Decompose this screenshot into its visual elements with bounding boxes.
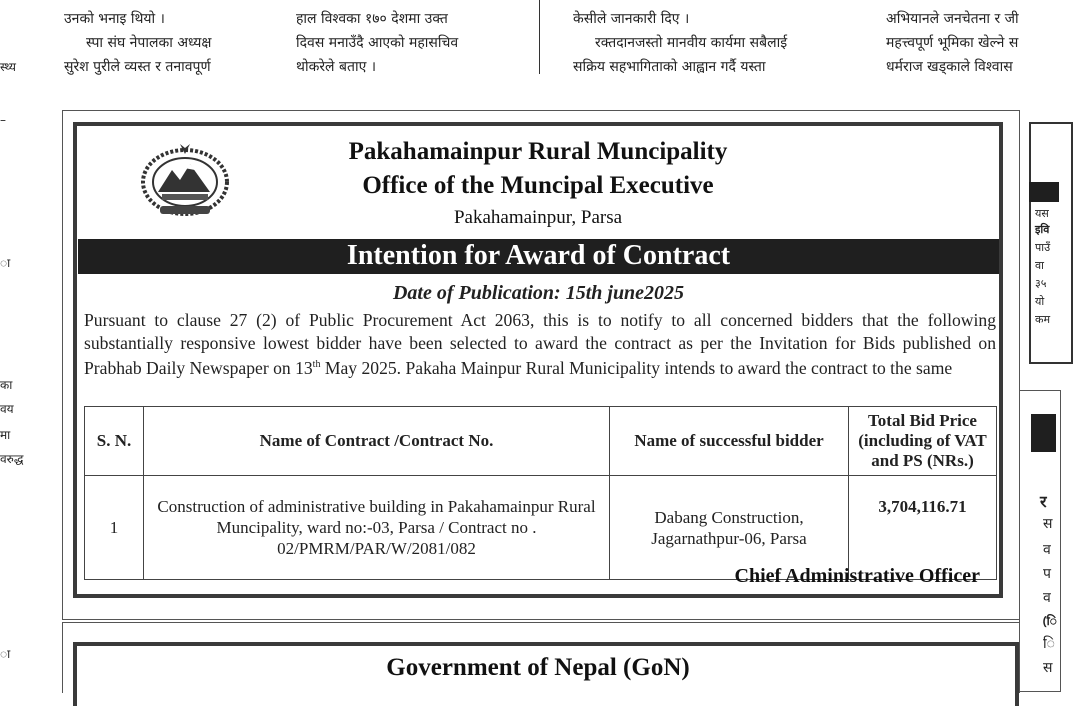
- column-text-line: दिवस मनाउँदै आएको महासचिव: [296, 35, 459, 51]
- notice-heading: Intention for Award of Contract: [78, 239, 999, 274]
- header-sn: S. N.: [85, 407, 144, 476]
- column-text-line: सुरेश पुरीले व्यस्त र तनावपूर्ण: [64, 59, 211, 75]
- text-fragment: ि: [1043, 636, 1055, 652]
- office-location: Pakahamainpur, Parsa: [453, 207, 623, 228]
- column-text-line: स्पा संघ नेपालका अध्यक्ष: [86, 35, 212, 51]
- text-fragment: व: [1043, 590, 1051, 606]
- text-fragment: –: [0, 113, 6, 127]
- award-table: [84, 406, 997, 580]
- table-header-row: [85, 407, 997, 476]
- publication-date: Date of Publication: 15th june2025: [392, 282, 685, 304]
- cell-bidder: Dabang Construction, Jagarnathpur-06, Parsa: [610, 476, 849, 580]
- text-fragment: ा: [0, 647, 11, 661]
- text-fragment: प: [1043, 566, 1051, 582]
- column-text-line: हाल विश्वका १७० देशमा उक्त: [296, 11, 448, 27]
- text-fragment: का: [0, 378, 13, 392]
- column-text-line: रक्तदानजस्तो मानवीय कार्यमा सबैलाई: [595, 35, 788, 51]
- text-fragment: र: [1040, 492, 1047, 511]
- table-row: [85, 476, 997, 580]
- text-fragment: कम: [1035, 313, 1051, 326]
- text-fragment: स: [1043, 516, 1053, 532]
- text-fragment: वय: [0, 402, 14, 416]
- notice2-title: Government of Nepal (GoN): [386, 654, 690, 681]
- right-ad-bar: [1029, 182, 1059, 202]
- cell-contract: Construction of administrative building in Pakahamainpur Rural Muncipality, ward no:-03, Parsa / Contract no . 02/PMRM/PAR/W/2081/082: [144, 476, 610, 580]
- header-price: Total Bid Price (including of VAT and PS (NRs.): [849, 407, 997, 476]
- notice-body: [84, 309, 996, 380]
- column-text-line: उनको भनाइ थियो ।: [64, 11, 165, 27]
- text-fragment: ा: [0, 256, 11, 270]
- text-fragment: व: [1043, 542, 1051, 558]
- text-fragment: वरुद्ध: [0, 452, 24, 466]
- text-fragment: ३५: [1035, 277, 1047, 290]
- text-fragment: इवि: [1035, 223, 1050, 236]
- office-name: Office of the Muncipal Executive: [362, 172, 714, 199]
- text-fragment: यस: [1035, 207, 1049, 220]
- text-fragment: स: [1043, 660, 1053, 676]
- text-fragment: यो: [1035, 295, 1045, 308]
- column-text-line: महत्त्वपूर्ण भूमिका खेल्ने स: [886, 35, 1019, 51]
- organization-name: Pakahamainpur Rural Muncipality: [348, 138, 728, 165]
- right-ad-bar: [1031, 414, 1056, 452]
- cell-sn: 1: [85, 476, 144, 580]
- cell-price: 3,704,116.71: [849, 476, 997, 580]
- body-superscript: th: [312, 359, 321, 371]
- header-contract: Name of Contract /Contract No.: [144, 407, 610, 476]
- column-divider: [539, 0, 540, 74]
- column-text-line: थोकरेले बताए ।: [296, 59, 377, 75]
- body-text-part: May 2025. Pakaha Mainpur Rural Municipality intends to award the contract to the same: [320, 358, 953, 379]
- column-text-line: केसीले जानकारी दिए ।: [573, 11, 690, 27]
- column-text-line: धर्मराज खड्काले विश्वास: [886, 59, 1013, 75]
- column-text-line: अभियानले जनचेतना र जी: [886, 11, 1019, 27]
- header-bidder: Name of successful bidder: [610, 407, 849, 476]
- text-fragment: पाउँ: [1035, 241, 1051, 254]
- signatory: Chief Administrative Officer: [734, 565, 980, 587]
- body-text-part: Pursuant to clause 27 (2) of Public Procurement Act 2063, this is to notify to all concerned bidders that the following substantially responsive lowest bidder have been selected to award the contract as per the Invitation for Bids published on Prabhab Daily Newspaper on 13: [84, 310, 996, 379]
- text-fragment: वा: [1035, 259, 1044, 272]
- column-text-line: सक्रिय सहभागिताको आह्वान गर्दै यस्ता: [573, 59, 766, 75]
- text-fragment: (ि: [1043, 614, 1057, 628]
- text-fragment: मा: [0, 428, 11, 442]
- text-fragment: स्थ्य: [0, 60, 17, 74]
